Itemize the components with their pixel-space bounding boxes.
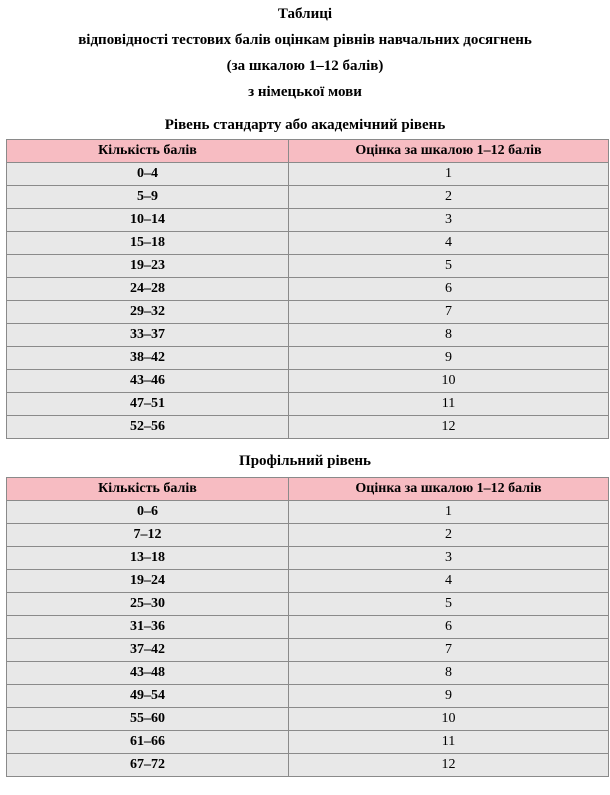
score-range-cell: 49–54 <box>7 685 289 708</box>
table-row <box>7 754 609 777</box>
table-row <box>7 662 609 685</box>
score-range-cell: 33–37 <box>7 324 289 347</box>
table-row <box>7 639 609 662</box>
table-title-profile: Профільний рівень <box>239 453 371 469</box>
grade-cell: 1 <box>289 163 609 186</box>
grade-cell: 10 <box>289 370 609 393</box>
grade-table-standard <box>6 139 609 439</box>
table-row <box>7 524 609 547</box>
table-body-standard <box>7 163 609 439</box>
grade-cell: 1 <box>289 501 609 524</box>
column-header-grade: Оцінка за шкалою 1–12 балів <box>289 478 609 501</box>
table-row <box>7 232 609 255</box>
score-range-cell: 43–48 <box>7 662 289 685</box>
score-range-cell: 7–12 <box>7 524 289 547</box>
score-range-cell: 52–56 <box>7 416 289 439</box>
grade-cell: 2 <box>289 524 609 547</box>
grade-cell: 5 <box>289 593 609 616</box>
table-title-standard: Рівень стандарту або академічний рівень <box>164 117 446 133</box>
score-range-cell: 61–66 <box>7 731 289 754</box>
score-range-cell: 38–42 <box>7 347 289 370</box>
score-range-cell: 15–18 <box>7 232 289 255</box>
score-range-cell: 25–30 <box>7 593 289 616</box>
table-row <box>7 731 609 754</box>
score-range-cell: 0–6 <box>7 501 289 524</box>
heading-line-2: відповідності тестових балів оцінкам рівнів навчальних досягнень <box>78 32 532 48</box>
score-range-cell: 43–46 <box>7 370 289 393</box>
heading-line-4: з німецької мови <box>248 84 362 100</box>
score-range-cell: 29–32 <box>7 301 289 324</box>
column-header-grade: Оцінка за шкалою 1–12 балів <box>289 140 609 163</box>
score-range-cell: 67–72 <box>7 754 289 777</box>
score-range-cell: 13–18 <box>7 547 289 570</box>
grade-cell: 2 <box>289 186 609 209</box>
score-range-cell: 0–4 <box>7 163 289 186</box>
score-range-cell: 37–42 <box>7 639 289 662</box>
grade-cell: 4 <box>289 570 609 593</box>
table-row <box>7 255 609 278</box>
grade-cell: 7 <box>289 639 609 662</box>
grade-cell: 8 <box>289 324 609 347</box>
table-header-row <box>7 478 609 501</box>
score-range-cell: 24–28 <box>7 278 289 301</box>
grade-cell: 5 <box>289 255 609 278</box>
table-row <box>7 324 609 347</box>
table-row <box>7 501 609 524</box>
score-range-cell: 5–9 <box>7 186 289 209</box>
document-heading <box>0 0 610 105</box>
grade-cell: 9 <box>289 685 609 708</box>
grade-cell: 3 <box>289 547 609 570</box>
score-range-cell: 55–60 <box>7 708 289 731</box>
grade-cell: 7 <box>289 301 609 324</box>
table-row <box>7 301 609 324</box>
grade-cell: 8 <box>289 662 609 685</box>
heading-line-3: (за шкалою 1–12 балів) <box>226 58 384 74</box>
grade-cell: 10 <box>289 708 609 731</box>
score-range-cell: 19–23 <box>7 255 289 278</box>
table-row <box>7 685 609 708</box>
heading-line-1: Таблиці <box>277 6 333 22</box>
table-row <box>7 593 609 616</box>
grade-cell: 9 <box>289 347 609 370</box>
grade-cell: 4 <box>289 232 609 255</box>
table-row <box>7 209 609 232</box>
column-header-score: Кількість балів <box>7 140 289 163</box>
grade-table-profile <box>6 477 609 777</box>
score-range-cell: 19–24 <box>7 570 289 593</box>
table-row <box>7 186 609 209</box>
table-body-profile <box>7 501 609 777</box>
table-row <box>7 370 609 393</box>
table-row <box>7 547 609 570</box>
grade-cell: 6 <box>289 278 609 301</box>
grade-cell: 3 <box>289 209 609 232</box>
table-row <box>7 616 609 639</box>
table-row <box>7 416 609 439</box>
score-range-cell: 31–36 <box>7 616 289 639</box>
table-row <box>7 708 609 731</box>
table-row <box>7 278 609 301</box>
table-header-row <box>7 140 609 163</box>
score-range-cell: 10–14 <box>7 209 289 232</box>
grade-cell: 6 <box>289 616 609 639</box>
table-row <box>7 347 609 370</box>
grade-cell: 11 <box>289 731 609 754</box>
score-range-cell: 47–51 <box>7 393 289 416</box>
table-row <box>7 393 609 416</box>
grade-cell: 12 <box>289 416 609 439</box>
table-row <box>7 163 609 186</box>
table-row <box>7 570 609 593</box>
grade-cell: 12 <box>289 754 609 777</box>
grade-cell: 11 <box>289 393 609 416</box>
column-header-score: Кількість балів <box>7 478 289 501</box>
